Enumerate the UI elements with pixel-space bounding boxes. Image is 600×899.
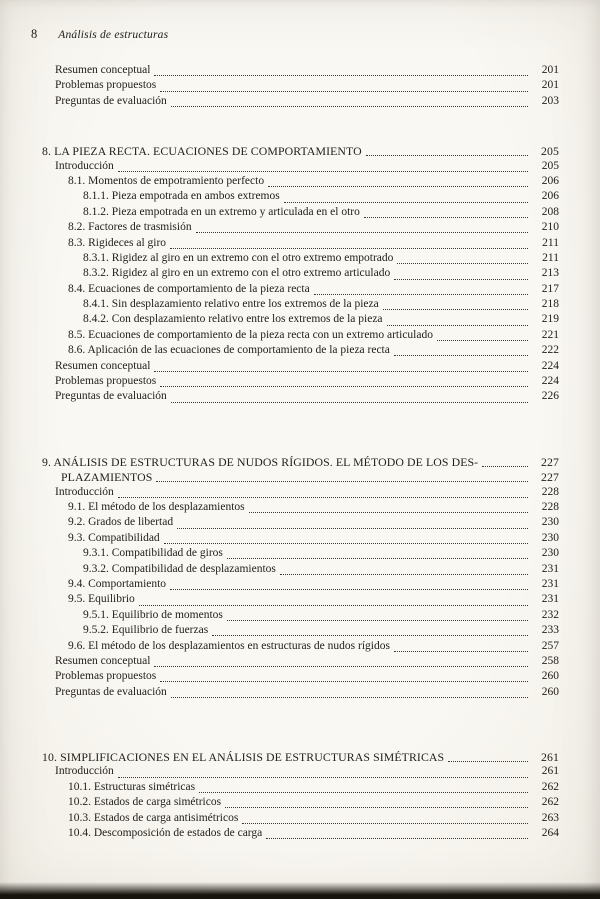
dot-leader (394, 651, 528, 652)
entry-page-number: 260 (541, 685, 559, 698)
entry-label: 10. SIMPLIFICACIONES EN EL ANÁLISIS DE ESTRUCTURAS SIMÉTRICAS (42, 750, 445, 765)
entry-page-number: 205 (541, 144, 559, 159)
dot-leader (118, 777, 528, 778)
entry-page-number: 201 (541, 64, 559, 76)
entry-page-number: 213 (541, 267, 559, 280)
dot-leader (394, 279, 528, 280)
toc-row (42, 390, 559, 405)
entry-page-number: 206 (541, 174, 559, 187)
entry-page-number: 260 (541, 670, 559, 683)
dot-leader (387, 325, 528, 326)
dot-leader (227, 558, 528, 559)
entry-label: 8. LA PIEZA RECTA. ECUACIONES DE COMPORTAMIENTO (42, 144, 362, 159)
toc-row (42, 175, 559, 190)
dot-leader (448, 761, 528, 762)
entry-page-number: 210 (541, 221, 559, 234)
entry-page-number: 257 (541, 639, 559, 652)
entry-label: 10.3. Estados de carga antisimétricos (68, 811, 239, 824)
toc-row (42, 221, 559, 236)
entry-page-number: 217 (541, 282, 559, 295)
entry-label: Problemas propuestos (55, 79, 157, 92)
entry-page-number: 232 (541, 608, 559, 621)
entry-label: 10.1. Estructuras simétricas (68, 780, 196, 793)
entry-label: 8.1.2. Pieza empotrada en un extremo y articulada en el otro (83, 205, 360, 218)
entry-label: 9. ANÁLISIS DE ESTRUCTURAS DE NUDOS RÍGIDOS. EL MÉTODO DE LOS DES- (42, 454, 479, 469)
entry-label: Introducción (55, 765, 114, 778)
toc-row (42, 237, 559, 252)
dot-leader (437, 340, 528, 341)
entry-label: 9.3.2. Compatibilidad de desplazamientos (83, 562, 276, 575)
dot-leader (225, 807, 528, 808)
toc-row (42, 501, 559, 516)
dot-leader (366, 155, 528, 156)
toc-row (42, 593, 559, 608)
toc-row (42, 470, 559, 485)
toc-row (42, 283, 559, 298)
toc-row (42, 686, 559, 701)
dot-leader (154, 371, 528, 372)
entry-page-number: 231 (541, 562, 559, 575)
entry-label: Preguntas de evaluación (55, 94, 167, 107)
toc-row (42, 267, 559, 282)
dot-leader (177, 528, 528, 529)
entry-page-number: 201 (541, 79, 559, 92)
dot-leader (242, 823, 528, 824)
entry-label: Preguntas de evaluación (55, 685, 167, 698)
dot-leader (266, 838, 528, 839)
dot-leader (160, 91, 528, 92)
entry-page-number: 230 (541, 531, 559, 544)
toc-row (42, 95, 559, 110)
toc-row (42, 765, 559, 780)
entry-page-number: 219 (541, 313, 559, 326)
toc-row (42, 640, 559, 655)
dot-leader (154, 666, 528, 667)
dot-leader (199, 792, 528, 793)
toc-row (42, 160, 559, 175)
dot-leader (170, 589, 528, 590)
entry-page-number: 233 (541, 624, 559, 637)
toc-row (42, 313, 559, 328)
entry-page-number: 264 (541, 827, 559, 840)
entry-page-number: 262 (541, 796, 559, 809)
toc-row (42, 578, 559, 593)
dot-leader (160, 681, 528, 682)
entry-label: Introducción (55, 485, 114, 498)
folio-page-number: 8 (31, 27, 38, 41)
entry-label: 9.5.1. Equilibrio de momentos (83, 608, 223, 621)
entry-label: 8.3. Rigideces al giro (68, 236, 167, 249)
dot-leader (170, 248, 528, 249)
dot-leader (394, 355, 528, 356)
entry-label: Resumen conceptual (55, 654, 151, 667)
dot-leader (482, 466, 528, 467)
toc-row (42, 781, 559, 796)
entry-page-number: 262 (541, 780, 559, 793)
entry-label: 8.3.2. Rigidez al giro en un extremo con el otro extremo articulado (83, 267, 391, 280)
entry-label: 10.2. Estados de carga simétricos (68, 796, 222, 809)
dot-leader (227, 620, 528, 621)
entry-label: 9.3.1. Compatibilidad de giros (83, 547, 223, 560)
dot-leader (118, 497, 528, 498)
entry-page-number: 226 (541, 390, 559, 403)
toc-row (42, 486, 559, 501)
entry-label: 9.5. Equilibrio (68, 593, 135, 606)
entry-label: 8.3.1. Rigidez al giro en un extremo con el otro extremo empotrado (83, 251, 394, 264)
entry-page-number: 228 (541, 500, 559, 513)
entry-page-number: 205 (541, 159, 559, 172)
entry-page-number: 261 (541, 750, 559, 765)
entry-page-number: 206 (541, 190, 559, 203)
dot-leader (280, 574, 528, 575)
entry-label: 9.2. Grados de libertad (68, 516, 174, 529)
entry-page-number: 208 (541, 205, 559, 218)
toc-row (42, 360, 559, 375)
dot-leader (196, 232, 528, 233)
entry-label: 9.5.2. Equilibrio de fuerzas (83, 624, 209, 637)
entry-page-number: 227 (541, 470, 559, 485)
entry-label: 8.4.1. Sin desplazamiento relativo entre los extremos de la pieza (83, 298, 379, 311)
dot-leader (212, 635, 528, 636)
toc-row (42, 827, 559, 842)
dot-leader (154, 75, 528, 76)
entry-label: Preguntas de evaluación (55, 390, 167, 403)
toc-row (42, 812, 559, 827)
entry-label: Resumen conceptual (55, 359, 151, 372)
dot-leader (160, 386, 528, 387)
toc-row (42, 190, 559, 205)
entry-page-number: 258 (541, 654, 559, 667)
entry-label: 8.5. Ecuaciones de comportamiento de la pieza recta con un extremo articulado (68, 328, 433, 341)
toc-row (42, 532, 559, 547)
entry-page-number: 224 (541, 359, 559, 372)
dot-leader (164, 543, 528, 544)
entry-label: 8.1. Momentos de empotramiento perfecto (68, 174, 265, 187)
toc-row (42, 298, 559, 313)
running-title: Análisis de estructuras (58, 29, 169, 41)
entry-page-number: 218 (541, 298, 559, 311)
toc-row (42, 609, 559, 624)
toc-row (42, 796, 559, 811)
toc-row (42, 64, 559, 79)
entry-label: 8.2. Factores de trasmisión (68, 221, 192, 234)
entry-label: 8.4.2. Con desplazamiento relativo entre los extremos de la pieza (83, 313, 383, 326)
entry-label: 9.1. El método de los desplazamientos (68, 500, 245, 513)
dot-leader (156, 481, 528, 482)
entry-page-number: 211 (542, 236, 559, 249)
entry-page-number: 228 (541, 485, 559, 498)
entry-page-number: 231 (541, 577, 559, 590)
dot-leader (171, 697, 528, 698)
dot-leader (314, 294, 528, 295)
toc-row (42, 670, 559, 685)
dot-leader (139, 605, 528, 606)
entry-label: 9.6. El método de los desplazamientos en estructuras de nudos rígidos (68, 639, 390, 652)
toc-row (42, 252, 559, 267)
dot-leader (284, 202, 528, 203)
entry-label: 8.4. Ecuaciones de comportamiento de la pieza recta (68, 282, 310, 295)
toc-row (42, 624, 559, 639)
dot-leader (383, 309, 528, 310)
toc-row (42, 329, 559, 344)
toc-row (42, 455, 559, 470)
dot-leader (249, 512, 528, 513)
entry-label: Problemas propuestos (55, 375, 157, 388)
entry-page-number: 263 (541, 811, 559, 824)
entry-label: Problemas propuestos (55, 670, 157, 683)
scan-bottom-edge (0, 882, 600, 899)
running-header (31, 27, 168, 42)
toc-row (42, 655, 559, 670)
dot-leader (171, 402, 528, 403)
entry-label: 8.1.1. Pieza empotrada en ambos extremos (83, 190, 280, 203)
toc-row (42, 206, 559, 221)
entry-page-number: 222 (541, 344, 559, 357)
entry-page-number: 261 (541, 765, 559, 778)
toc-row (42, 516, 559, 531)
dot-leader (397, 263, 528, 264)
entry-page-number: 211 (542, 251, 559, 264)
entry-label: 9.4. Comportamiento (68, 577, 167, 590)
toc-row (42, 344, 559, 359)
entry-page-number: 203 (541, 94, 559, 107)
dot-leader (364, 217, 528, 218)
toc-row (42, 375, 559, 390)
dot-leader (171, 106, 528, 107)
dot-leader (118, 171, 528, 172)
toc-row (42, 79, 559, 94)
entry-page-number: 230 (541, 547, 559, 560)
dot-leader (268, 186, 528, 187)
toc-row (42, 750, 559, 765)
entry-page-number: 227 (541, 454, 559, 469)
entry-label: 8.6. Aplicación de las ecuaciones de comportamiento de la pieza recta (68, 344, 390, 357)
entry-page-number: 221 (541, 328, 559, 341)
toc (42, 64, 559, 842)
toc-row (42, 144, 559, 159)
entry-label: Introducción (55, 159, 114, 172)
entry-label: Resumen conceptual (55, 64, 151, 76)
toc-row (42, 547, 559, 562)
entry-page-number: 231 (541, 593, 559, 606)
entry-label: 10.4. Descomposición de estados de carga (68, 827, 263, 840)
toc-row (42, 563, 559, 578)
entry-label: 9.3. Compatibilidad (68, 531, 160, 544)
entry-page-number: 230 (541, 516, 559, 529)
entry-page-number: 224 (541, 375, 559, 388)
entry-label: PLAZAMIENTOS (61, 470, 153, 485)
